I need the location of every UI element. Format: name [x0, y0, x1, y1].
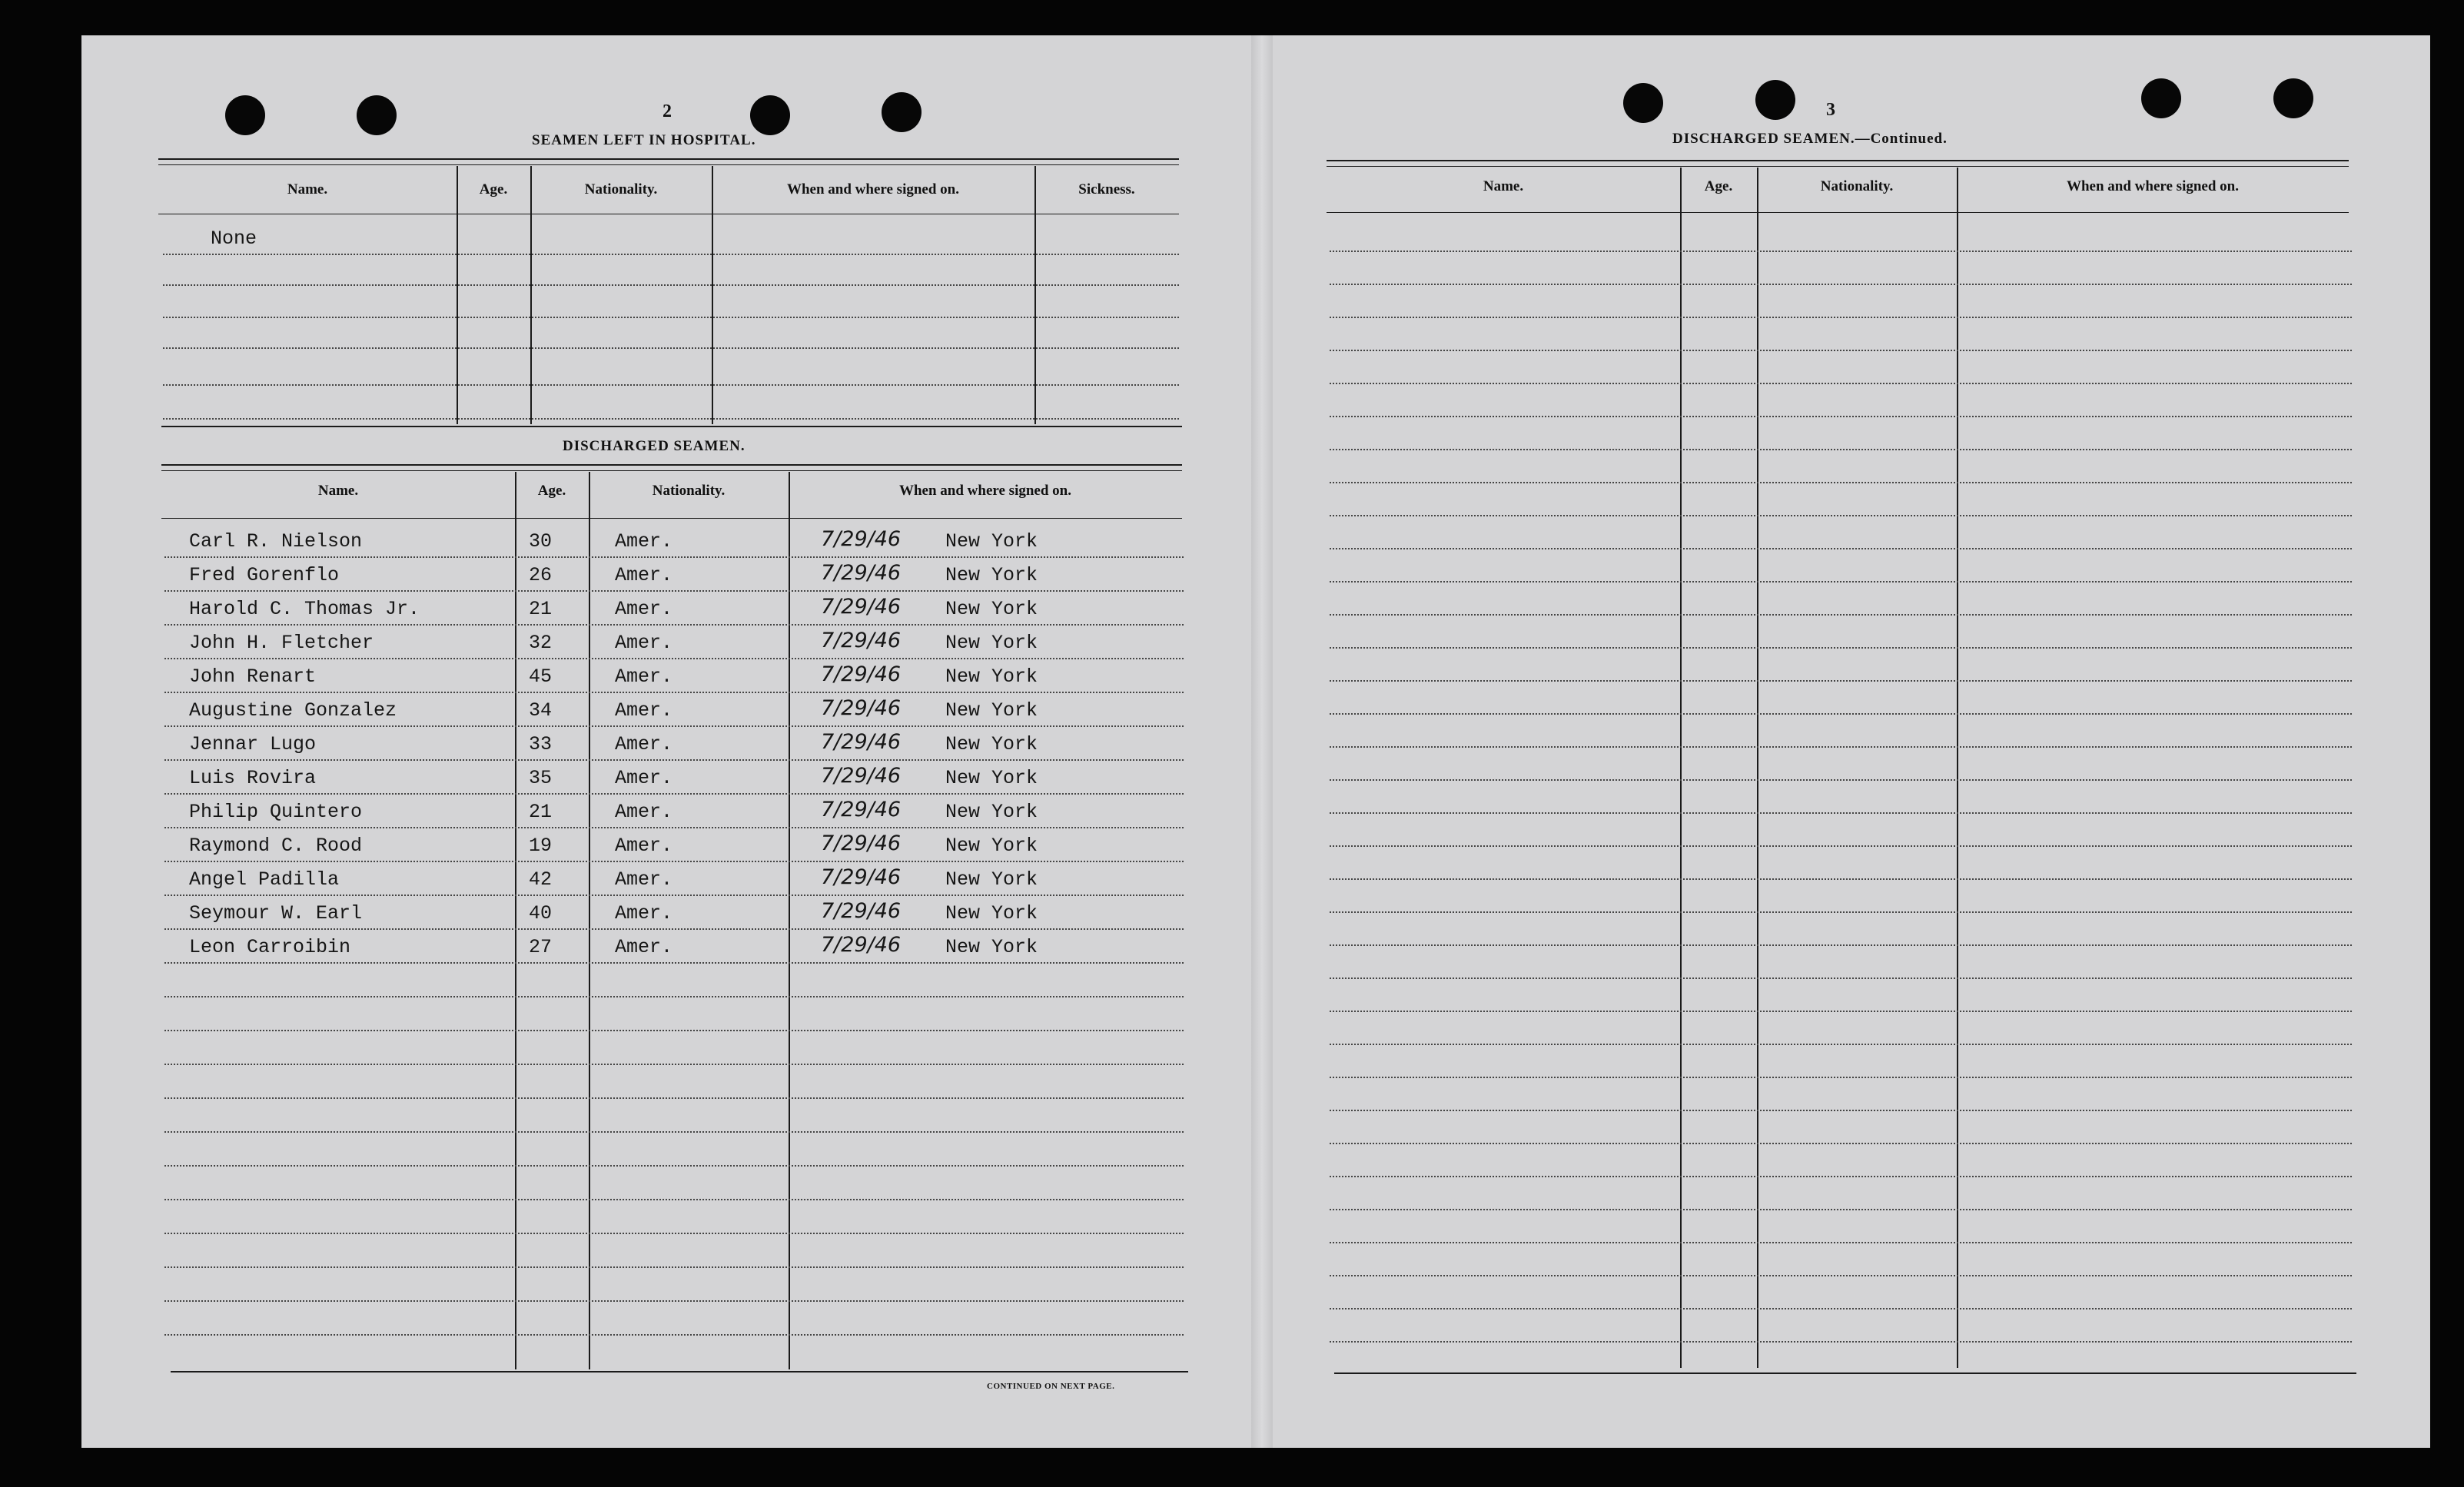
signed-on-place: New York	[945, 665, 1038, 688]
column-header-signed-on: When and where signed on.	[786, 181, 959, 197]
entry-line	[164, 962, 1184, 964]
entry-line	[164, 624, 1184, 626]
signed-on-date: 7/29/46	[821, 561, 902, 585]
column-header-nationality: Nationality.	[584, 181, 658, 197]
seaman-nationality: Amer.	[615, 868, 673, 891]
entry-line	[164, 1064, 1184, 1065]
column-header-age: Age.	[479, 181, 508, 197]
section-rule	[161, 426, 1182, 427]
column-divider	[1957, 168, 1958, 1368]
signed-on-date: 7/29/46	[821, 696, 902, 720]
punch-hole	[225, 95, 265, 135]
seaman-nationality: Amer.	[615, 936, 673, 958]
entry-line	[163, 254, 1179, 255]
seaman-name: Angel Padilla	[189, 868, 340, 891]
table-top-rule	[158, 158, 1179, 160]
entry-line	[1330, 1242, 2352, 1243]
seaman-nationality: Amer.	[615, 632, 673, 654]
seaman-name: Raymond C. Rood	[189, 835, 363, 857]
column-divider	[515, 472, 516, 1369]
signed-on-place: New York	[945, 767, 1038, 789]
page-number: 3	[1826, 100, 1835, 120]
entry-line	[1330, 978, 2352, 979]
entry-line	[164, 1097, 1184, 1099]
section-rule	[161, 470, 1182, 471]
seaman-age: 33	[529, 733, 553, 755]
entry-line	[163, 384, 1179, 386]
entry-line	[1330, 1044, 2352, 1045]
seaman-name: Augustine Gonzalez	[189, 699, 397, 722]
signed-on-place: New York	[945, 835, 1038, 857]
seaman-name: Seymour W. Earl	[189, 902, 363, 924]
seaman-nationality: Amer.	[615, 902, 673, 924]
seaman-age: 30	[529, 530, 553, 553]
signed-on-place: New York	[945, 530, 1038, 553]
entry-line	[1330, 1110, 2352, 1111]
seaman-nationality: Amer.	[615, 598, 673, 620]
column-divider	[1680, 168, 1682, 1368]
entry-line	[164, 658, 1184, 659]
table-top-rule	[1327, 166, 2349, 167]
signed-on-date: 7/29/46	[821, 764, 902, 788]
entry-line	[164, 1300, 1184, 1302]
seaman-nationality: Amer.	[615, 530, 673, 553]
seaman-name: John H. Fletcher	[189, 632, 374, 654]
header-rule	[1327, 212, 2349, 213]
entry-line	[164, 1266, 1184, 1268]
column-header-name: Name.	[1483, 178, 1524, 194]
column-header-age: Age.	[537, 483, 566, 499]
entry-line	[164, 1030, 1184, 1031]
entry-line	[1330, 416, 2352, 417]
entry-line	[1330, 713, 2352, 715]
entry-line	[1330, 1011, 2352, 1012]
entry-line	[1330, 1341, 2352, 1343]
entry-line	[1330, 779, 2352, 781]
entry-line	[1330, 911, 2352, 913]
signed-on-place: New York	[945, 801, 1038, 823]
seaman-age: 34	[529, 699, 553, 722]
signed-on-date: 7/29/46	[821, 527, 902, 551]
column-header-name: Name.	[317, 483, 359, 499]
seaman-age: 21	[529, 598, 553, 620]
seaman-age: 42	[529, 868, 553, 891]
signed-on-date: 7/29/46	[821, 595, 902, 619]
entry-line	[164, 725, 1184, 727]
page-fold	[1251, 35, 1273, 1448]
entry-line	[164, 928, 1184, 930]
column-divider	[1757, 168, 1758, 1368]
entry-line	[164, 1131, 1184, 1133]
entry-line	[1330, 1077, 2352, 1078]
column-header-age: Age.	[1704, 178, 1733, 194]
seaman-age: 27	[529, 936, 553, 958]
seaman-age: 21	[529, 801, 553, 823]
entry-line	[164, 827, 1184, 828]
entry-line	[1330, 581, 2352, 583]
signed-on-date: 7/29/46	[821, 730, 902, 754]
punch-hole	[357, 95, 397, 135]
entry-line	[164, 759, 1184, 761]
signed-on-date: 7/29/46	[821, 899, 902, 923]
signed-on-place: New York	[945, 632, 1038, 654]
signed-on-place: New York	[945, 868, 1038, 891]
seaman-age: 35	[529, 767, 553, 789]
entry-line	[164, 793, 1184, 795]
seaman-nationality: Amer.	[615, 665, 673, 688]
table-top-rule	[1327, 160, 2349, 161]
seaman-nationality: Amer.	[615, 699, 673, 722]
column-header-nationality: Nationality.	[652, 483, 726, 499]
section-rule	[161, 464, 1182, 466]
entry-line	[1330, 878, 2352, 880]
entry-line	[164, 1199, 1184, 1200]
entry-line	[1330, 383, 2352, 384]
entry-line	[163, 284, 1179, 286]
entry-line	[164, 996, 1184, 997]
entry-line	[1330, 1275, 2352, 1276]
punch-hole	[750, 95, 790, 135]
seaman-nationality: Amer.	[615, 564, 673, 586]
punch-hole	[882, 92, 922, 132]
entry-line	[1330, 350, 2352, 351]
seaman-nationality: Amer.	[615, 733, 673, 755]
entry-line	[164, 692, 1184, 693]
punch-hole	[2141, 78, 2181, 118]
entry-line	[1330, 515, 2352, 516]
signed-on-place: New York	[945, 598, 1038, 620]
signed-on-date: 7/29/46	[821, 798, 902, 822]
signed-on-place: New York	[945, 564, 1038, 586]
seaman-age: 40	[529, 902, 553, 924]
seaman-name: Philip Quintero	[189, 801, 363, 823]
signed-on-date: 7/29/46	[821, 865, 902, 889]
entry-line	[164, 895, 1184, 896]
entry-line	[1330, 1143, 2352, 1144]
hospital-entry: None	[211, 227, 257, 250]
entry-line	[163, 418, 1179, 420]
signed-on-place: New York	[945, 902, 1038, 924]
hospital-section-title: SEAMEN LEFT IN HOSPITAL.	[532, 132, 756, 148]
entry-line	[163, 317, 1179, 318]
entry-line	[164, 1165, 1184, 1167]
seaman-name: Fred Gorenflo	[189, 564, 340, 586]
seaman-nationality: Amer.	[615, 835, 673, 857]
entry-line	[1330, 284, 2352, 285]
column-header-name: Name.	[287, 181, 328, 197]
entry-line	[1330, 680, 2352, 682]
column-divider	[589, 472, 590, 1369]
table-bottom-rule	[171, 1371, 1188, 1372]
seaman-nationality: Amer.	[615, 801, 673, 823]
entry-line	[163, 347, 1179, 349]
signed-on-place: New York	[945, 699, 1038, 722]
punch-hole	[1623, 83, 1663, 123]
entry-line	[1330, 944, 2352, 946]
seaman-name: Luis Rovira	[189, 767, 317, 789]
signed-on-place: New York	[945, 936, 1038, 958]
punch-hole	[2273, 78, 2313, 118]
table-top-rule	[158, 164, 1179, 165]
seaman-name: Leon Carroibin	[189, 936, 351, 958]
punch-hole	[1755, 80, 1795, 120]
continued-footer: CONTINUED ON NEXT PAGE.	[987, 1382, 1115, 1391]
seaman-name: Jennar Lugo	[189, 733, 317, 755]
entry-line	[1330, 251, 2352, 252]
seaman-name: John Renart	[189, 665, 317, 688]
seaman-age: 26	[529, 564, 553, 586]
entry-line	[1330, 746, 2352, 748]
continued-section-title: DISCHARGED SEAMEN.—Continued.	[1672, 131, 1948, 147]
signed-on-date: 7/29/46	[821, 662, 902, 686]
signed-on-place: New York	[945, 733, 1038, 755]
column-header-signed-on: When and where signed on.	[2066, 178, 2239, 194]
seaman-name: Harold C. Thomas Jr.	[189, 598, 420, 620]
entry-line	[1330, 1176, 2352, 1177]
entry-line	[1330, 482, 2352, 483]
discharged-section-title: DISCHARGED SEAMEN.	[563, 438, 746, 454]
page-number: 2	[662, 101, 672, 121]
table-bottom-rule	[1334, 1372, 2356, 1374]
entry-line	[1330, 614, 2352, 616]
column-header-sickness: Sickness.	[1078, 181, 1135, 197]
column-header-nationality: Nationality.	[1820, 178, 1894, 194]
entry-line	[164, 1233, 1184, 1234]
seaman-age: 32	[529, 632, 553, 654]
entry-line	[1330, 449, 2352, 450]
signed-on-date: 7/29/46	[821, 629, 902, 652]
entry-line	[1330, 845, 2352, 847]
seaman-age: 19	[529, 835, 553, 857]
header-rule	[161, 518, 1182, 519]
entry-line	[1330, 1209, 2352, 1210]
entry-line	[1330, 812, 2352, 814]
seaman-age: 45	[529, 665, 553, 688]
signed-on-date: 7/29/46	[821, 831, 902, 855]
entry-line	[1330, 1308, 2352, 1309]
seaman-nationality: Amer.	[615, 767, 673, 789]
entry-line	[1330, 548, 2352, 549]
seaman-name: Carl R. Nielson	[189, 530, 363, 553]
entry-line	[1330, 647, 2352, 649]
entry-line	[164, 556, 1184, 558]
entry-line	[164, 861, 1184, 862]
entry-line	[1330, 317, 2352, 318]
column-header-signed-on: When and where signed on.	[898, 483, 1071, 499]
entry-line	[164, 590, 1184, 592]
column-divider	[789, 472, 790, 1369]
signed-on-date: 7/29/46	[821, 933, 902, 957]
entry-line	[164, 1334, 1184, 1336]
